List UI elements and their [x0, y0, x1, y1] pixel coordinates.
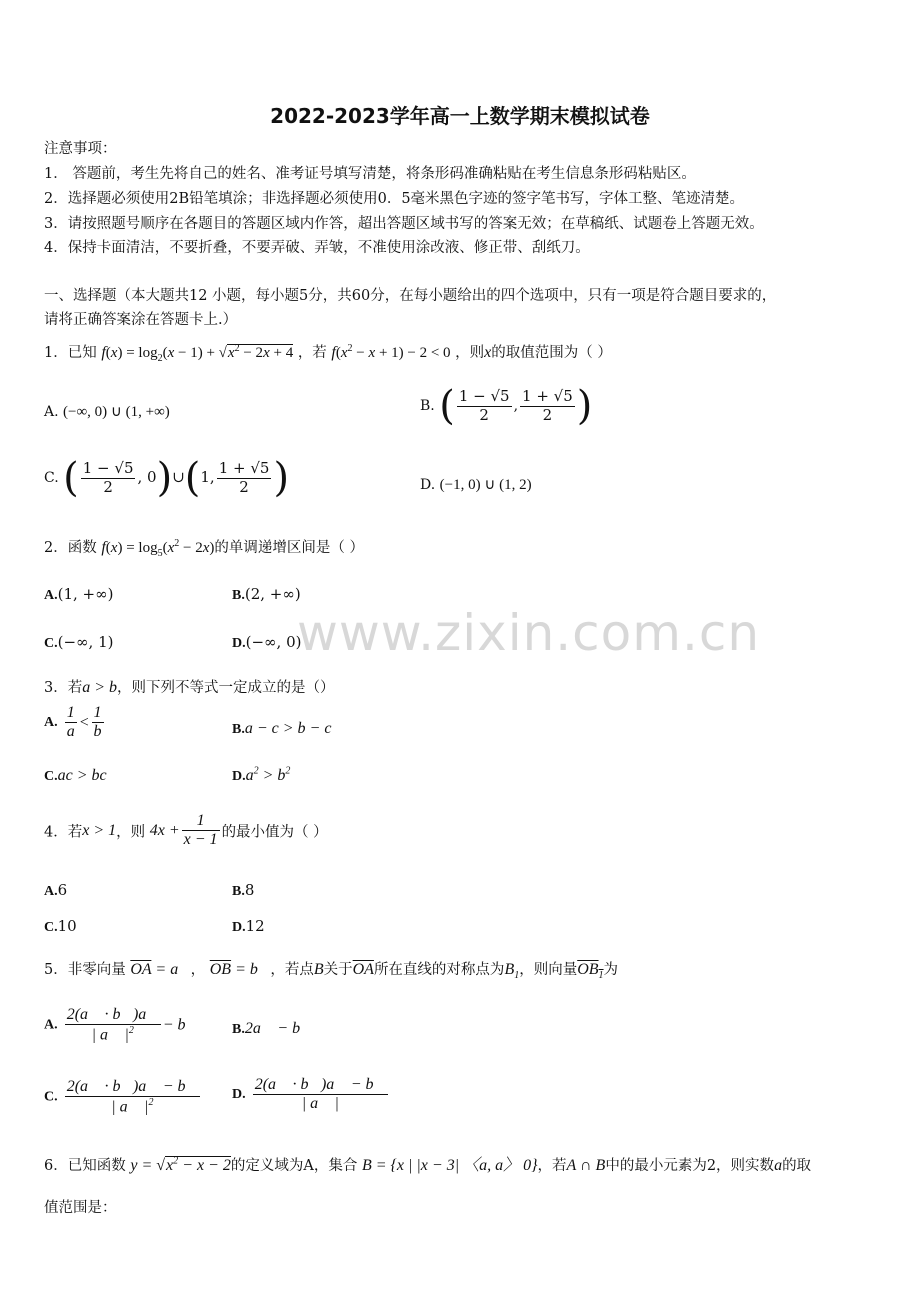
q1-option-b[interactable]: B. ( $\frac{1 - √5}{2}$ , $\frac{1 + √5}{2}$ ): [420, 383, 593, 429]
q5-option-c[interactable]: C. $\frac{2(a⃗ \cdot b⃗)a⃗ - b⃗}{| a⃗ |^2}$: [44, 1078, 198, 1116]
q2-option-b[interactable]: B.(2, +∞): [232, 585, 301, 603]
q2-option-d[interactable]: D.(−∞, 0): [232, 633, 302, 651]
question-2: 2．函数 $f(x) = \log_5(x^2 - 2x)$的单调递增区间是（ ）: [44, 538, 365, 559]
q3-option-a[interactable]: A. $\frac{1}{a}$ < $\frac{1}{b}$: [44, 704, 102, 741]
note-item: 1． 答题前，考生先将自己的姓名、准考证号填写清楚，将条形码准确粘贴在考生信息条形码粘贴区。: [44, 166, 696, 182]
q5-option-a[interactable]: A. $\frac{2(a⃗ \cdot b⃗)a⃗}{| a⃗ |^2}$ − b⃗: [44, 1006, 198, 1044]
q2-option-a[interactable]: A.(1, +∞): [44, 585, 114, 603]
formula-f: f: [101, 344, 106, 361]
question-1: 1．已知 $f(x) = \log_2(x - 1) + √x^2 - 2x + 4$ ，若 $f(x^2 - x + 1) - 2 < 0$ ，则x的取值范围为（ ）: [44, 343, 612, 364]
question-6: 6．已知函数 $y = √x^2 - x - 2$的定义域为A，集合 B = {x | |x − 3| 〈a, a〉 0}，若A ∩ B中的最小元素为2，则实数a的取: [44, 1155, 812, 1174]
question-1-prefix: 1．已知: [44, 345, 97, 361]
q4-option-c[interactable]: C.10: [44, 917, 77, 935]
q4-option-d[interactable]: D.12: [232, 917, 265, 935]
q2-option-c[interactable]: C.(−∞, 1): [44, 633, 114, 651]
question-6-cont: 值范围是：: [44, 1200, 117, 1216]
q1-option-a[interactable]: A. (−∞, 0) ∪ (1, +∞): [44, 404, 170, 420]
question-3: 3．若a > b，则下列不等式一定成立的是（）: [44, 679, 335, 696]
section-heading-cont: 请将正确答案涂在答题卡上.）: [44, 312, 238, 328]
note-item: 3．请按照题号顺序在各题目的答题区域内作答，超出答题区域书写的答案无效；在草稿纸、试题卷上答题无效。: [44, 216, 764, 232]
q5-option-b[interactable]: B.2a⃗ − b⃗: [232, 1020, 313, 1037]
question-4: 4．若x > 1，则 4x + $\frac{1}{x - 1}$ 的最小值为（ ）: [44, 812, 328, 849]
note-item: 4．保持卡面清洁，不要折叠，不要弄破、弄皱，不准使用涂改液、修正带、刮纸刀。: [44, 240, 590, 256]
q4-option-b[interactable]: B.8: [232, 881, 255, 899]
q4-option-a[interactable]: A.6: [44, 881, 68, 899]
note-item: 2．选择题必须使用2B铅笔填涂；非选择题必须使用0．5毫米黑色字迹的签字笔书写，字体工整、笔迹清楚。: [44, 191, 745, 207]
q3-option-c[interactable]: C.ac > bc: [44, 767, 107, 784]
q3-option-d[interactable]: $D.a^2 > b^2$: [232, 765, 291, 784]
watermark: www.zixin.com.cn: [297, 604, 761, 662]
q3-option-b[interactable]: B.a − c > b − c: [232, 720, 332, 737]
page-title: 2022-2023学年高一上数学期末模拟试卷: [270, 104, 650, 128]
question-5: 5．非零向量 $\overline{OA}$ = a⃗， $\overline{OB}$ = b⃗，若点B关于$\overline{OA}$所在直线的对称点为$B_1$，则向量$OB_1$为: [44, 961, 619, 982]
q1-option-c[interactable]: C. ( $\frac{1 - √5}{2}$ , 0)∪(1, $\frac{1 + √5}{2}$ ): [44, 455, 290, 501]
q1-option-d[interactable]: D. (−1, 0) ∪ (1, 2): [420, 477, 532, 493]
q5-option-d[interactable]: D. $\frac{2(a⃗ \cdot b⃗)a⃗ - b⃗}{| a⃗ |}$: [232, 1076, 386, 1113]
section-heading: 一、选择题（本大题共12 小题，每小题5分，共60分，在每小题给出的四个选项中，只有一项是符合题目要求的，: [44, 288, 777, 304]
notes-heading: 注意事项：: [44, 141, 117, 157]
